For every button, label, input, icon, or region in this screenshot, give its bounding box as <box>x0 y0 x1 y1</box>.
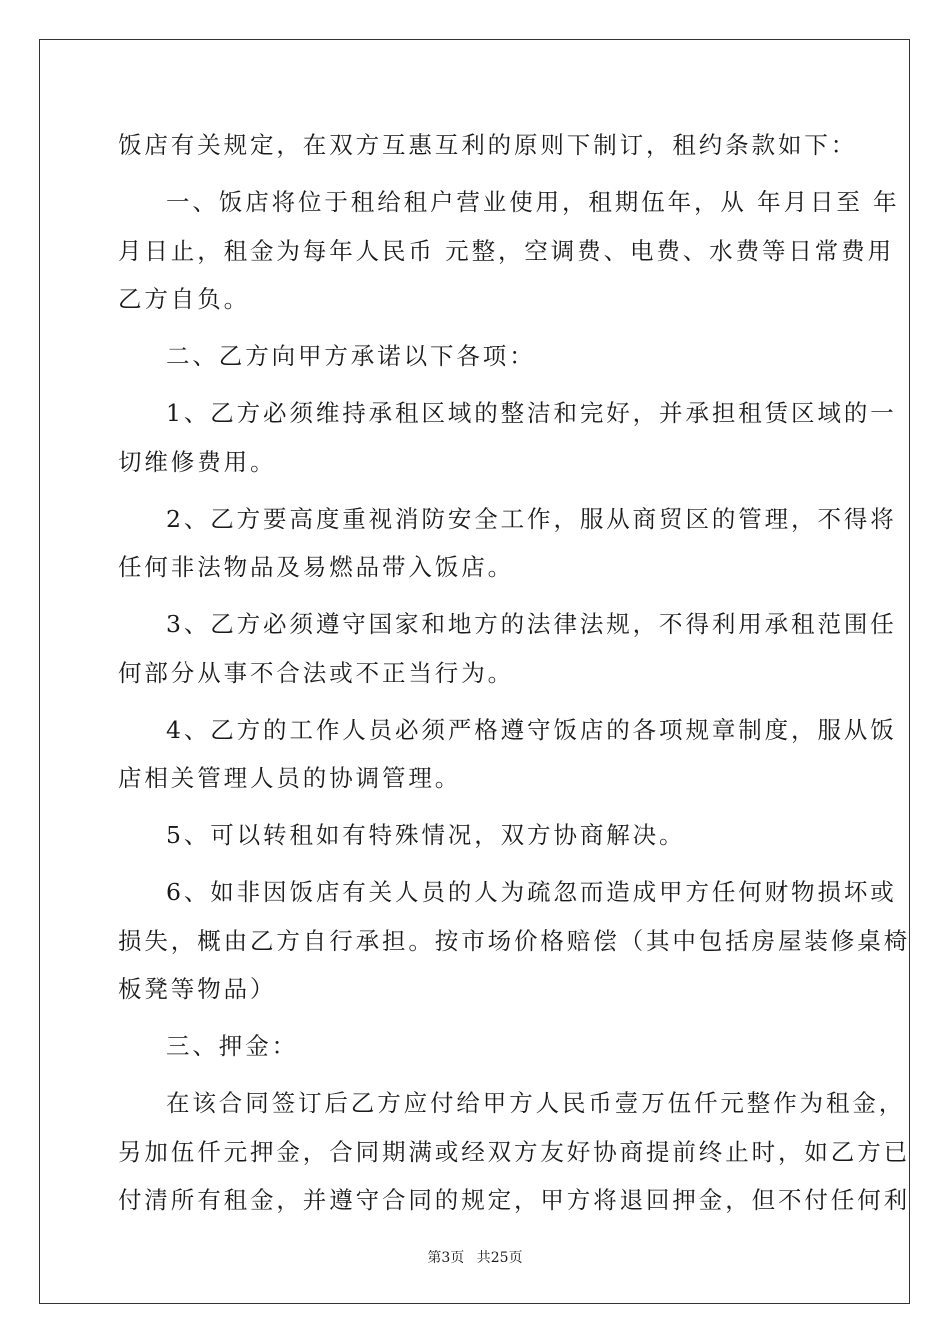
text-line: 月日止，租金为每年人民币 元整，空调费、电费、水费等日常费用 <box>118 236 894 265</box>
document-body <box>118 121 910 1225</box>
text-line: 1、乙方必须维持承租区域的整洁和完好，并承担租赁区域的一 <box>166 399 897 427</box>
text-line: 切维修费用。 <box>118 447 277 476</box>
text-line: 饭店有关规定，在双方互惠互利的原则下制订，租约条款如下： <box>118 131 858 159</box>
paragraph-item-4 <box>118 706 897 803</box>
page-footer <box>0 1247 950 1267</box>
text-line: 板凳等物品） <box>118 975 277 1003</box>
text-line: 另加伍仟元押金，合同期满或经双方友好协商提前终止时，如乙方已 <box>118 1137 910 1166</box>
text-line: 5、可以转租如有特殊情况，双方协商解决。 <box>166 821 686 849</box>
text-line: 付清所有租金，并遵守合同的规定，甲方将退回押金，但不付任何利 <box>118 1186 910 1214</box>
paragraph-item-1 <box>118 389 897 486</box>
text-line: 损失，概由乙方自行承担。按市场价格赔偿（其中包括房屋装修桌椅 <box>118 926 910 955</box>
text-line: 三、押金： <box>166 1032 298 1060</box>
paragraph-deposit <box>118 1079 910 1225</box>
text-line: 何部分从事不合法或不正当行为。 <box>118 658 514 687</box>
text-line: 2、乙方要高度重视消防安全工作，服从商贸区的管理，不得将 <box>166 504 897 533</box>
text-line: 店相关管理人员的协调管理。 <box>118 764 462 792</box>
page-number: 第3页 <box>427 1250 465 1266</box>
paragraph-item-2 <box>118 495 897 592</box>
text-line: 4、乙方的工作人员必须严格遵守饭店的各项规章制度，服从饭 <box>166 715 897 744</box>
paragraph-intro <box>118 121 858 170</box>
text-line: 乙方自负。 <box>118 285 250 313</box>
paragraph-clause-3-heading <box>118 1022 834 1071</box>
paragraph-item-5 <box>118 811 834 860</box>
text-line: 二、乙方向甲方承诺以下各项： <box>166 342 536 370</box>
text-line: 在该合同签订后乙方应付给甲方人民币壹万伍仟元整作为租金， <box>166 1089 906 1117</box>
paragraph-item-6 <box>118 868 910 1014</box>
text-line: 一、饭店将位于租给租户营业使用，租期伍年，从 年月日至 年 <box>166 188 900 216</box>
paragraph-clause-2-heading <box>118 332 834 381</box>
paragraph-clause-1 <box>118 178 900 324</box>
text-line: 3、乙方必须遵守国家和地方的法律法规，不得利用承租范围任 <box>166 610 897 638</box>
paragraph-item-3 <box>118 600 897 697</box>
text-line: 任何非法物品及易燃品带入饭店。 <box>118 553 514 581</box>
page-total: 共25页 <box>476 1250 523 1266</box>
text-line: 6、如非因饭店有关人员的人为疏忽而造成甲方任何财物损坏或 <box>166 878 897 906</box>
